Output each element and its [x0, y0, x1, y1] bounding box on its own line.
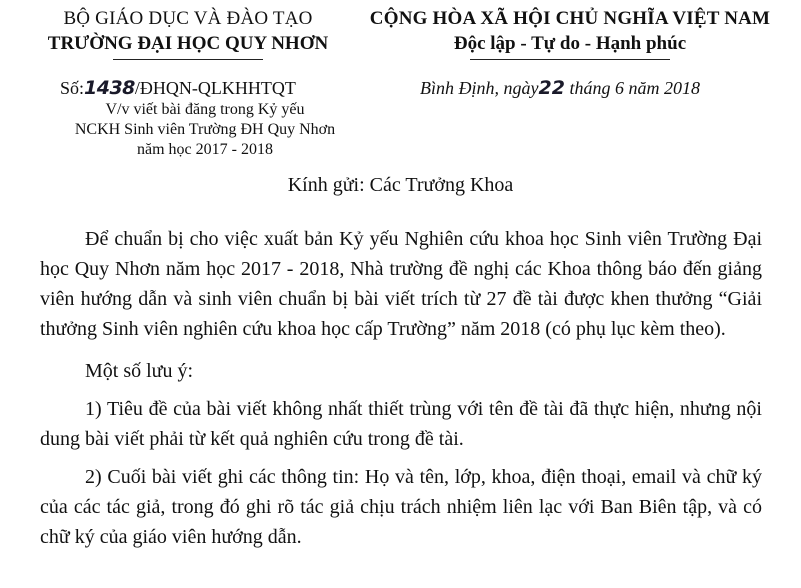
subject-line: NCKH Sinh viên Trường ĐH Quy Nhơn — [74, 121, 336, 138]
school-name: TRƯỜNG ĐẠI HỌC QUY NHƠN — [47, 33, 329, 54]
document-number-suffix: /ĐHQN-QLKHHTQT — [134, 78, 296, 98]
subject-block — [40, 100, 370, 160]
body-paragraph: Để chuẩn bị cho việc xuất bản Kỷ yếu Nghiên cứu khoa học Sinh viên Trường Đại học Quy Nhơn năm học 2017 - 2018, Nhà trường đề nghị các Khoa thông báo đến giảng viên hướng dẫn và sinh viên chuẩn bị bài viết trích từ 27 đề tài được khen thưởng “Giải thưởng Sinh viên nghiên cứu khoa học cấp Trường” năm 2018 (có phụ lục kèm theo). — [40, 228, 762, 340]
document-number — [60, 76, 296, 100]
school-underline — [113, 59, 263, 60]
ministry-name: BỘ GIÁO DỤC VÀ ĐÀO TẠO — [63, 8, 313, 29]
body-paragraph: 2) Cuối bài viết ghi các thông tin: Họ và tên, lớp, khoa, điện thoại, email và chữ ký của các tác giả, trong đó ghi rõ tác giả chịu trách nhiệm liên lạc với Ban Biên tập, và có chữ ký của giáo viên hướng dẫn. — [40, 466, 762, 548]
body-paragraph: 1) Tiêu đề của bài viết không nhất thiết trùng với tên đề tài đã thực hiện, nhưng nội dung bài viết phải từ kết quả nghiên cứu trong đề tài. — [40, 398, 762, 450]
document-number-prefix: Số: — [60, 78, 85, 98]
place-date-suffix: tháng 6 năm 2018 — [564, 78, 700, 98]
recipient-greeting: Kính gửi: Các Trưởng Khoa — [287, 174, 514, 196]
date-day-handwritten: 22 — [538, 77, 565, 99]
body-paragraph: Một số lưu ý: — [85, 360, 194, 382]
document-number-handwritten: 1438 — [84, 77, 135, 99]
issuer-block — [38, 6, 338, 60]
place-date-prefix: Bình Định, ngày — [420, 78, 539, 98]
motto-underline — [470, 59, 670, 60]
subject-line: năm học 2017 - 2018 — [137, 141, 273, 158]
national-title: CỘNG HÒA XÃ HỘI CHỦ NGHĨA VIỆT NAM — [369, 8, 771, 29]
national-header-block — [350, 6, 790, 60]
letter-body — [40, 224, 762, 564]
place-and-date — [420, 76, 700, 100]
national-motto: Độc lập - Tự do - Hạnh phúc — [453, 33, 687, 54]
subject-line: V/v viết bài đăng trong Kỷ yếu — [105, 101, 305, 118]
